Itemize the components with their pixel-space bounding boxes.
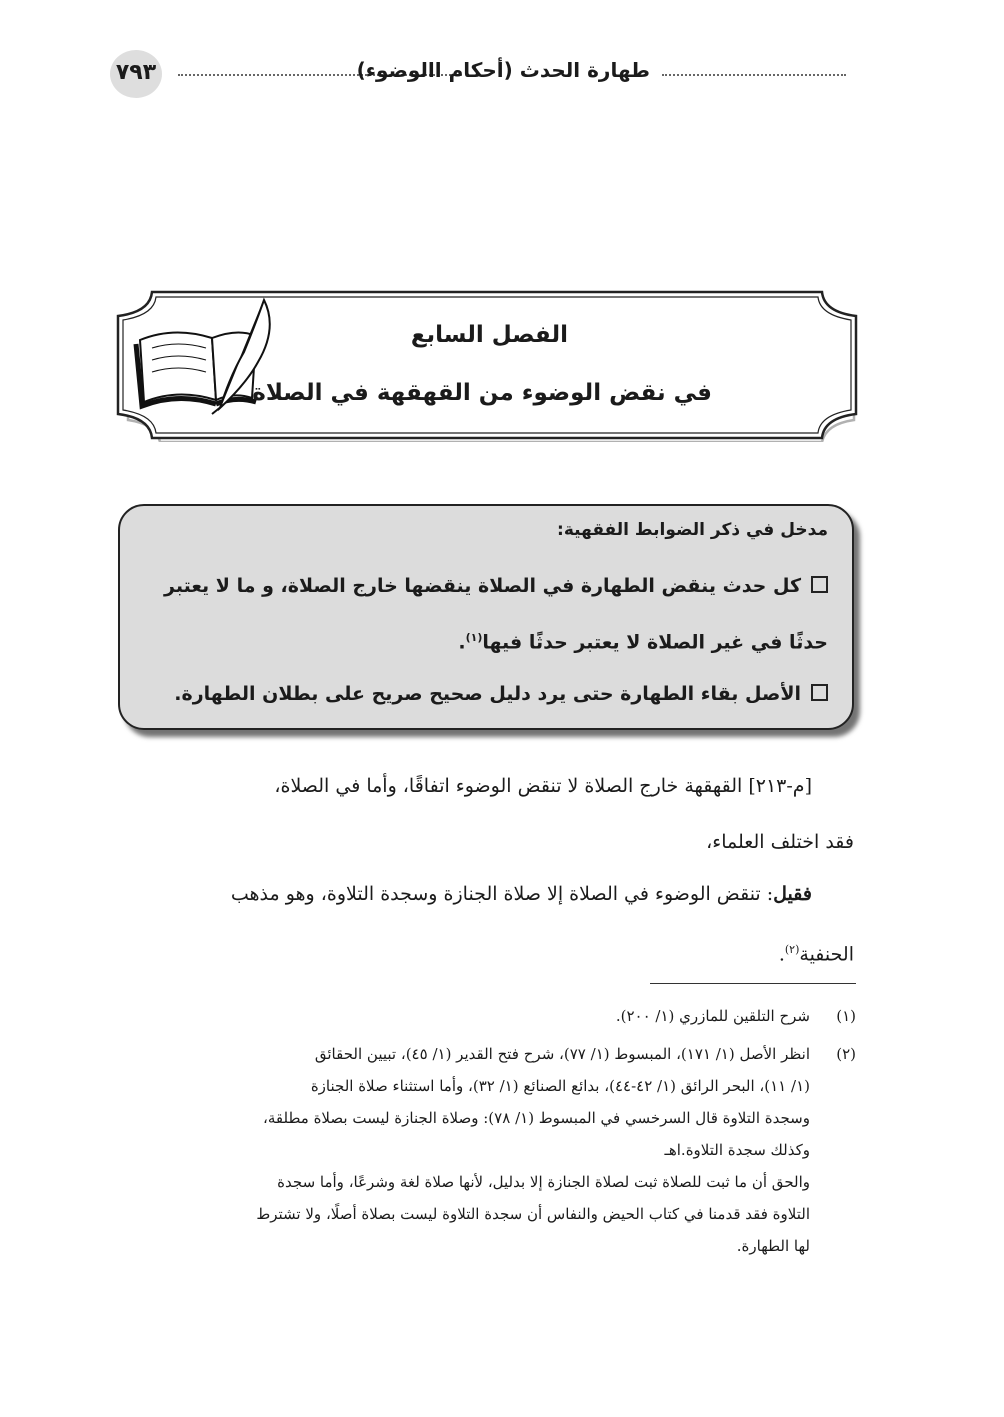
- footnote-1-line: شرح التلقين للمازري (١/ ٢٠٠).: [615, 1007, 810, 1025]
- banner-frame: [112, 288, 862, 442]
- footnote-separator: [650, 983, 856, 984]
- footnote-2-line: (١/ ١١)، البحر الرائق (١/ ٤٢-٤٤)، بدائع الصنائع (١/ ٣٢)، وأما استثناء صلاة الجنازة: [310, 1077, 810, 1095]
- checkbox-icon: [811, 684, 828, 701]
- rule-1-line1: كل حدث ينقض الطهارة في الصلاة ينقضها خارج الصلاة، و ما لا يعتبر: [164, 575, 801, 597]
- rule-item-2: [136, 668, 828, 720]
- footnote-2-line: وكذلك سجدة التلاوة.اهـ: [664, 1141, 810, 1159]
- para2-line2: الحنفية: [799, 943, 854, 966]
- footnote-number: (١): [836, 1007, 856, 1025]
- rule-1-line2: حدثًا في غير الصلاة لا يعتبر حدثًا فيها: [482, 631, 828, 654]
- para1-line1: [م-٢١٣] القهقهة خارج الصلاة لا تنقض الوضوء اتفاقًا، وأما في الصلاة،: [274, 775, 812, 797]
- footnote-ref-2: (٢): [784, 943, 800, 956]
- footnote-2-line: التلاوة فقد قدمنا في كتاب الحيض والنفاس أن سجدة التلاوة ليست بصلاة أصلًا، ولا تشترط: [256, 1205, 810, 1223]
- rules-box: [118, 504, 854, 730]
- rule-1-end: .: [458, 631, 466, 654]
- para2-bold: فقيل: [773, 883, 812, 905]
- footnote-2: [116, 1038, 856, 1262]
- chapter-subtitle: في نقض الوضوء من القهقهة في الصلاة: [252, 380, 712, 406]
- running-header: [110, 50, 846, 100]
- rule-item-1: [136, 560, 828, 668]
- footnote-number: (٢): [836, 1045, 856, 1063]
- footnote-2-line: والحق أن ما ثبت للصلاة ثبت لصلاة الجنازة إلا بدليل، لأنها صلاة لغة وشرعًا، وأما سجدة: [277, 1173, 810, 1191]
- para2-line1: : تنقض الوضوء في الصلاة إلا صلاة الجنازة وسجدة التلاوة، وهو مذهب: [230, 883, 774, 905]
- footnote-ref-1: (١): [465, 631, 483, 644]
- rule-2-text: الأصل بقاء الطهارة حتى يرد دليل صحيح صريح على بطلان الطهارة.: [174, 683, 801, 705]
- footnote-2-line: انظر الأصل (١/ ١٧١)، المبسوط (١/ ٧٧)، شرح فتح القدير (١/ ٤٥)، تبيين الحقائق: [314, 1045, 810, 1063]
- para2-end: .: [778, 943, 785, 966]
- footnote-2-line: وسجدة التلاوة قال السرخسي في المبسوط (١/ ٧٨): وصلاة الجنازة ليست بصلاة مطلقة،: [263, 1109, 810, 1127]
- header-dots-right: [662, 74, 846, 76]
- footnote-2-line: لها الطهارة.: [736, 1237, 810, 1255]
- footnote-1: [116, 1000, 856, 1032]
- paragraph-2: [118, 866, 854, 982]
- page-number: ٧٩٣: [110, 50, 162, 98]
- header-title: طهارة الحدث (أحكام االوضوء): [356, 58, 650, 82]
- chapter-banner: [112, 288, 862, 442]
- checkbox-icon: [811, 576, 828, 593]
- rules-heading: مدخل في ذكر الضوابط الفقهية:: [557, 520, 828, 540]
- paragraph-1: [118, 758, 854, 870]
- para1-line2: فقد اختلف العلماء،: [706, 831, 854, 853]
- chapter-title: الفصل السابع: [410, 322, 568, 348]
